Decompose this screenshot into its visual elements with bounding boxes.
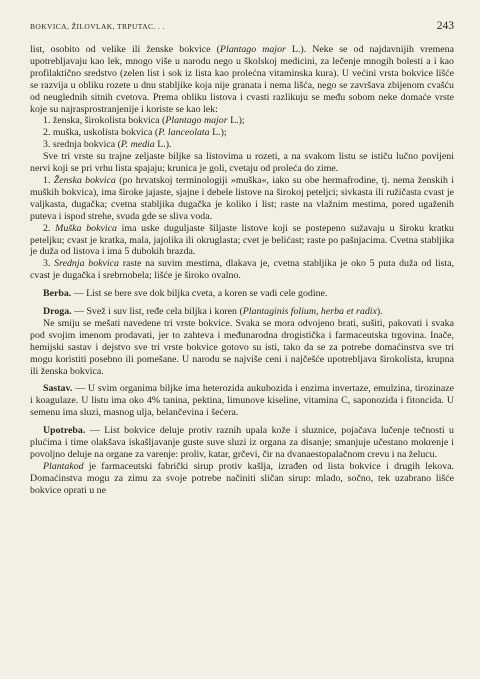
intro-paragraph: list, osobito od velike ili ženske bokvice (Plantago major L.). Neke se od najdavnijih vremena upotrebljavaju kao lek, mnogo više u narodu nego u školskoj medicini, za lečenje mnogih bolesti a i kao profilaktično sredstvo (zelen list i sok iz lista kao prolećna vitaminska kura). U većini vrsta bokvice lišće se razvija u obliku rozete u dnu stabljike koja nije granata i nema lišća, nego se završava zbijenom cvašću od neuglednih sitnih cvetova. Prema obliku listova i cvasti razlikuju se među sobom neke domaće vrste koje su najrasprostranjenije i koriste se kao lek: xyxy=(30,44,454,115)
common-traits-paragraph: Sve tri vrste su trajne zeljaste biljke sa listovima u rozeti, a na svakom listu se ističu lučno povijeni nervi koji se pri vrhu lista spajaju; krunica je goli, cvetaju od proleća do zime. xyxy=(30,151,454,175)
section-heading: Sastav. xyxy=(43,383,73,395)
section-heading: Upotreba. xyxy=(43,425,86,437)
section-heading: Berba. xyxy=(43,288,72,300)
section-droga: Droga. — Svež i suv list, ređe cela biljka i koren (Plantaginis folium, herba et radix). xyxy=(43,306,383,318)
species-list-item: 3. srednja bokvica (P. media L.). xyxy=(43,139,172,151)
section-heading: Droga. xyxy=(43,306,72,318)
species-description: 1. Ženska bokvica (po hrvatskoj terminologiji »muška«, iako su obe hermafrodine, tj. nema ženskih i muških bokvica), ima široke jajaste, sjajne i debele listove na širokoj peteljci; sivkasta ili ružičasta cvast je valjkasta, dugačka; cvetna stabljika dugačka je koliko i list; raste na vlažnim mestima, pored ugaženih puteva i ispod strehe, svuda gde se sliva voda. xyxy=(30,174,455,222)
section-sastav: Sastav. — U svim organima biljke ima heterozida aukubozida i enzima invertaze, emulzina, tirozinaze i koagulaze. U listu ima oko 4% tanina, pektina, limunove kiseline, vitamina C, saponozida i fitoncida. U semenu ima sluzi, masnog ulja, belančevina i šećera. xyxy=(30,383,454,419)
page-header xyxy=(30,20,454,36)
section-berba: Berba. — List se bere sve dok biljka cveta, a koren se vadi cele godine. xyxy=(43,288,328,300)
species-description: 2. Muška bokvica ima uske duguljaste šiljaste listove koji se postepeno sužavaju u široku kratku peteljku; cvast je kratka, mala, jajolika ili okruglasta; cvet je belićast; raste po pašnjacima. Cvetna stabljika je duža od listova i ima 5 dubokih brazda. xyxy=(30,222,454,258)
running-head: BOKVICA, ŽILOVLAK, TRPUTAC. . . xyxy=(30,22,165,31)
page-body xyxy=(30,44,454,497)
species-list-item: 1. ženska, širokolista bokvica (Plantago major L.); xyxy=(43,115,245,127)
page-number: 243 xyxy=(436,20,454,32)
section-upotreba: Upotreba. — List bokvice deluje protiv raznih upala kože i sluznice, pojačava lučenje tečnosti u plućima i time olakšava iskašljavanje guste suve sluzi iz organa za disanje; smanjuje učestano mokrenje i povoljno deluje na organe za varenje: proliv, katar, grčevi, čir na dvanaestopalačnom crevu i na želucu. xyxy=(30,425,454,460)
species-list-item: 2. muška, uskolista bokvica (P. lanceolata L.); xyxy=(43,127,227,139)
species-description: 3. Srednja bokvica raste na suvim mestima, dlakava je, cvetna stabljika je oko 5 puta duža od lista, cvast je dugačka i srebrnobela; lišće je široko ovalno. xyxy=(30,258,454,282)
plantakod-paragraph: Plantakod je farmaceutski fabrički sirup protiv kašlja, izrađen od lista bokvice i drugih lekova. Domaćinstva mogu za zimu za svoje potrebe načiniti sličan sirup: mlado, sočno, tek uzabrano lišće bokvice oprati u ne xyxy=(30,460,454,496)
droga-paragraph: Ne smiju se mešati navedene tri vrste bokvice. Svaka se mora odvojeno brati, sušiti, pakovati i svaka pod svojim imenom prodavati, jer to zahteva i međunarodna drogistička i farmaceutska trgovina. Inače, hemijski sastav i dejstvo sve tri vrste bokvice gotovo su isti, tako da se za potrebe domaćinstva sve tri mogu koristiti posebno ili pomešane. U narodu se najviše ceni i najčešće upotrebljava širokolista, krupna ili ženska bokvica. xyxy=(30,317,454,377)
